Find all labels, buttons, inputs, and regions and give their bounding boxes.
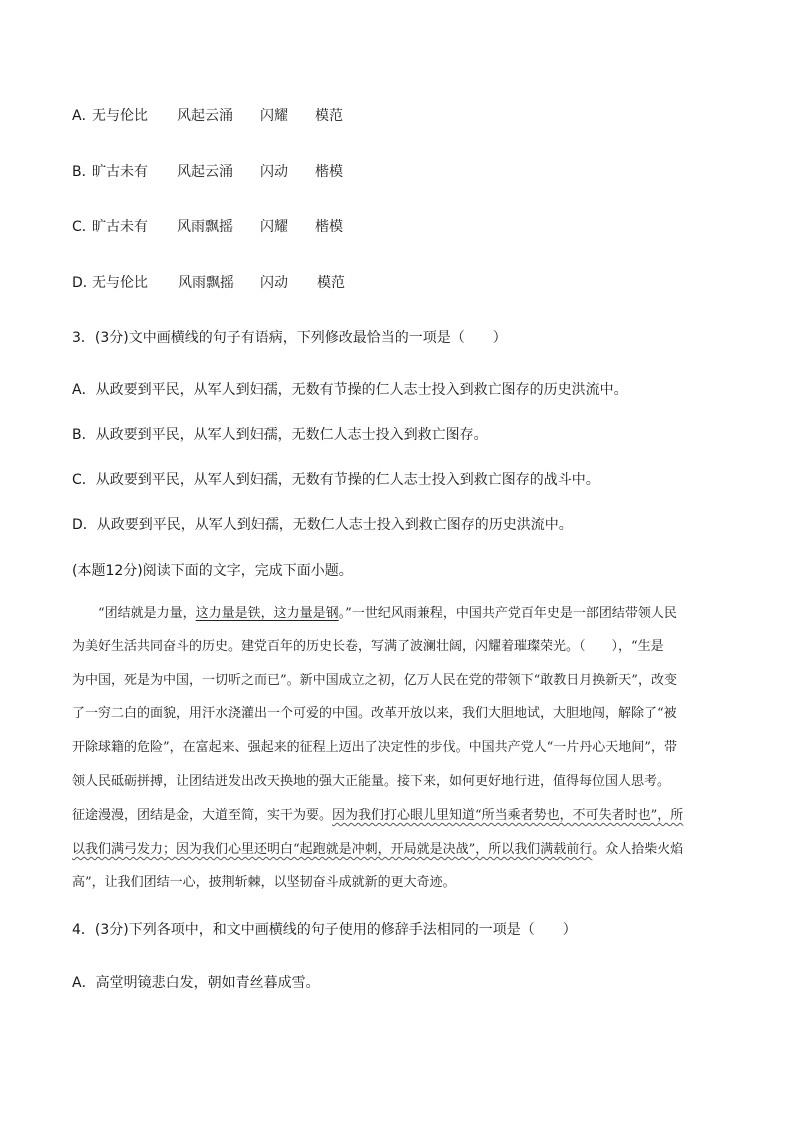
- option-word-1: 旷古未有: [92, 219, 148, 235]
- passage-text: 。众人拾柴火焰: [592, 842, 684, 857]
- option-word-2: 风起云涌: [177, 108, 233, 124]
- wavy-underlined-sentence: 以我们满弓发力；因为我们心里还明白“起跑就是冲刺，开局就是决战”，所以我们满载前行: [72, 842, 593, 857]
- q4-question: 4．(3分)下列各项中，和文中画横线的句子使用的修辞手法相同的一项是（ ）: [72, 922, 577, 938]
- passage-line-2: 为美好生活共同奋斗的历史。建党百年的历史长卷，写满了波澜壮阔，闪耀着璀璨荣光。（ ），“生是: [72, 639, 664, 654]
- passage-text: 。”一世纪风雨兼程，中国共产党百年史是一部团结带领人民: [338, 606, 677, 621]
- option-letter: D．: [72, 275, 97, 291]
- q3-question: 3．(3分)文中画横线的句子有语病，下列修改最恰当的一项是（ ）: [72, 330, 507, 346]
- option-word-1: 无与伦比: [92, 108, 148, 124]
- q4-option-a: A．高堂明镜悲白发，朝如青丝暮成雪。: [72, 975, 320, 991]
- option-word-4: 模范: [315, 108, 343, 124]
- passage-line-7: [72, 806, 683, 826]
- q3-option-c: C．从政要到平民，从军人到妇孺，无数有节操的仁人志士投入到救亡图存的战斗中。: [72, 472, 600, 488]
- passage-line-3: 为中国，死是为中国，一切听之而已”。新中国成立之初，亿万人民在党的带领下“敢教日月换新天”，改变: [72, 673, 677, 688]
- passage-line-4: 了一穷二白的面貌，用汗水浇灌出一个可爱的中国。改革开放以来，我们大胆地试，大胆地闯，解除了“被: [72, 706, 677, 721]
- section-intro: (本题12分)阅读下面的文字，完成下面小题。: [72, 563, 353, 579]
- passage-line-6: 领人民砥砺拼搏，让团结迸发出改天换地的强大正能量。接下来，如何更好地行进，值得每位国人思考。: [72, 774, 671, 789]
- option-word-3: 闪耀: [260, 219, 288, 235]
- option-letter: C．: [72, 219, 96, 235]
- underlined-sentence: 这力量是铁，这力量是钢: [195, 606, 339, 621]
- option-word-2: 风雨飘摇: [177, 219, 233, 235]
- option-word-3: 闪耀: [260, 108, 288, 124]
- passage-text: “团结就是力量，: [98, 606, 196, 621]
- option-word-4: 模范: [317, 275, 345, 291]
- q3-option-b: B．从政要到平民，从军人到妇孺，无数仁人志士投入到救亡图存。: [72, 427, 488, 443]
- option-letter: A．: [72, 108, 96, 124]
- q3-option-d: D．从政要到平民，从军人到妇孺，无数仁人志士投入到救亡图存的历史洪流中。: [72, 517, 573, 533]
- option-word-3: 闪动: [260, 164, 288, 180]
- option-word-2: 风雨飘摇: [178, 275, 234, 291]
- option-word-1: 无与伦比: [92, 275, 148, 291]
- passage-line-1: [98, 604, 677, 624]
- passage-line-5: 开除球籍的危险”，在富起来、强起来的征程上迈出了决定性的步伐。中国共产党人“一片丹心天地间”，带: [72, 740, 677, 755]
- q3-option-a: A．从政要到平民，从军人到妇孺，无数有节操的仁人志士投入到救亡图存的历史洪流中。: [72, 382, 628, 398]
- option-word-3: 闪动: [260, 275, 288, 291]
- passage-line-8: [72, 840, 683, 860]
- option-word-1: 旷古未有: [92, 164, 148, 180]
- passage-line-9: 高”，让我们团结一心，披荆斩棘，以坚韧奋斗成就新的更大奇迹。: [72, 875, 456, 890]
- option-letter: B．: [72, 164, 96, 180]
- wavy-underlined-sentence: 因为我们打心眼儿里知道“所当乘者势也，不可失者时也”，所: [332, 808, 684, 823]
- option-word-4: 楷模: [315, 219, 343, 235]
- passage-text: 征途漫漫，团结是金，大道至简，实干为要。: [72, 808, 333, 823]
- option-word-2: 风起云涌: [177, 164, 233, 180]
- option-word-4: 楷模: [315, 164, 343, 180]
